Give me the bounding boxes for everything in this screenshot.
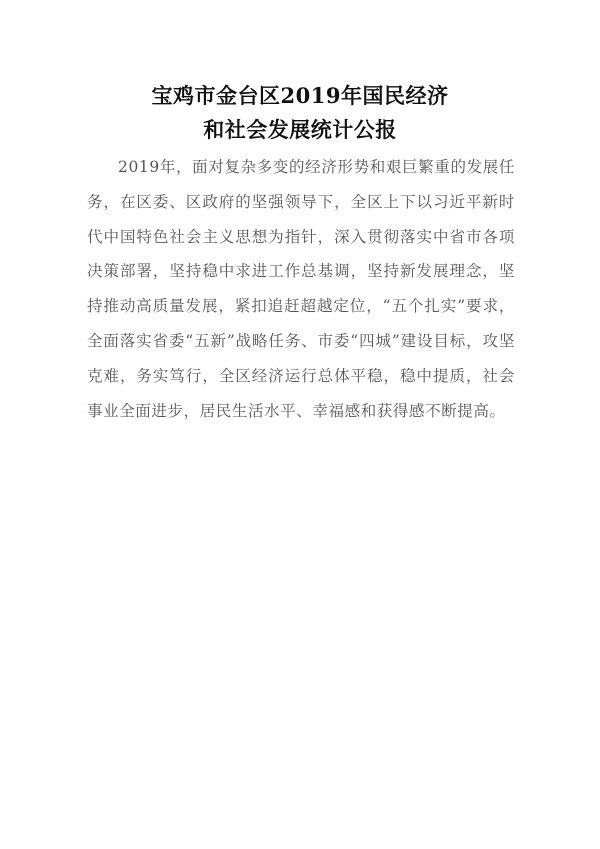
body-paragraph: 2019年，面对复杂多变的经济形势和艰巨繁重的发展任务，在区委、区政府的坚强领导下，全区上下以习近平新时代中国特色社会主义思想为指针，深入贯彻落实中省市各项决策部署，坚持稳中求进工作总基调，坚持新发展理念，坚持推动高质量发展，紧扣追赶超越定位，“五个扎实”要求，全面落实省委“五新”战略任务、市委“四城”建设目标，攻坚克难，务实笃行，全区经济运行总体平稳，稳中提质，社会事业全面进步，居民生活水平、幸福感和获得感不断提高。 <box>87 158 515 420</box>
document-title-line-2: 和社会发展统计公报 <box>203 117 397 142</box>
document-title-line-1: 宝鸡市金台区2019年国民经济 <box>151 83 449 108</box>
